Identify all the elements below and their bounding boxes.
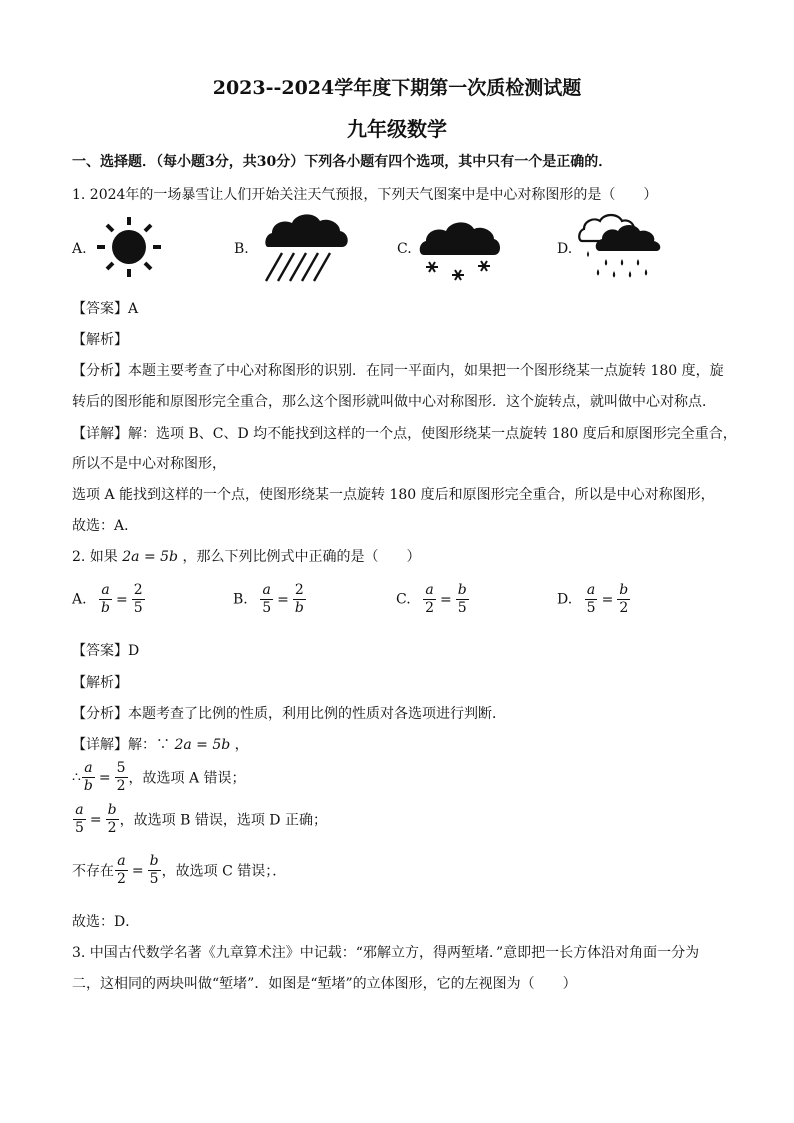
denominator: 2 bbox=[117, 871, 126, 887]
q2-detail-comma: ， bbox=[234, 737, 249, 753]
fraction bbox=[82, 760, 95, 795]
q1-option-b-label: B. bbox=[234, 241, 249, 257]
numerator: a bbox=[75, 802, 84, 818]
q1-detail-line-4: 故选：A． bbox=[72, 518, 139, 534]
fraction bbox=[106, 802, 119, 837]
fraction bbox=[456, 582, 469, 617]
fraction bbox=[73, 802, 86, 837]
q1-detail-line-3: 选项 A 能找到这样的一个点，使图形绕某一点旋转 180 度后和原图形完全重合，所以是中心对称图形， bbox=[72, 487, 715, 503]
fraction bbox=[585, 582, 598, 617]
numerator: a bbox=[117, 853, 126, 869]
denominator: 5 bbox=[75, 820, 84, 836]
q2-option-c: C. $\frac{a}{2}$ = $\frac{b}{5}$ bbox=[396, 582, 467, 616]
denominator: b bbox=[83, 778, 93, 794]
q2-analysis: 【分析】本题考查了比例的性质，利用比例的性质对各选项进行判断． bbox=[72, 706, 506, 722]
q2-step-2: $\frac{a}{5}$ = $\frac{b}{2}$ ，故选项 B 错误，选项 D 正确； bbox=[75, 802, 327, 836]
sun-icon bbox=[92, 215, 166, 279]
snow-cloud-icon bbox=[418, 213, 500, 285]
q1-stem: 1. 2024年的一场暴雪让人们开始关注天气预报，下列天气图案中是中心对称图形的是（ ） bbox=[72, 187, 658, 203]
q2-conclusion: 故选：D． bbox=[72, 914, 140, 930]
q2-option-c-label: C. bbox=[396, 591, 411, 608]
denominator: 2 bbox=[619, 600, 629, 616]
q2-stem-math: 2a = 5b bbox=[122, 549, 179, 565]
numerator: b bbox=[149, 853, 159, 869]
denominator: 5 bbox=[149, 871, 159, 887]
numerator: a bbox=[425, 582, 434, 598]
rain-clouds-icon bbox=[578, 211, 666, 285]
denominator: b bbox=[101, 600, 110, 616]
fraction bbox=[260, 582, 273, 617]
numerator: a bbox=[84, 760, 93, 776]
q2-option-d-label: D. bbox=[557, 591, 573, 608]
q1-option-d-label: D. bbox=[557, 241, 573, 257]
numerator: b bbox=[107, 802, 117, 818]
q2-step-3: 不存在 $\frac{a}{2}$ = $\frac{b}{5}$ ，故选项 C 错误；． bbox=[72, 853, 287, 887]
q3-stem-line-1: 3. 中国古代数学名著《九章算术注》中记载：“邪解立方，得两堑堵．”意即把一长方体沿对角面一分为 bbox=[72, 945, 700, 961]
q2-option-a: A. $\frac{a}{b}$ = $\frac{2}{5}$ bbox=[72, 582, 143, 616]
denominator: 2 bbox=[425, 600, 435, 616]
q2-detail-math: 2a = 5b bbox=[174, 737, 231, 753]
q3-stem-line-2: 二，这相同的两块叫做“堑堵”．如图是“堑堵”的立体图形，它的左视图为（ ） bbox=[72, 976, 577, 992]
q2-analysis-label: 【解析】 bbox=[72, 675, 128, 691]
numerator: 5 bbox=[116, 760, 126, 776]
q2-option-d: D. $\frac{a}{5}$ = $\frac{b}{2}$ bbox=[557, 582, 629, 616]
q2-option-b: B. $\frac{a}{5}$ = $\frac{2}{b}$ bbox=[233, 582, 304, 616]
denominator: b bbox=[294, 600, 304, 616]
step-text: ，故选项 B 错误，选项 D 正确； bbox=[119, 812, 327, 829]
denominator: 5 bbox=[457, 600, 467, 616]
rain-cloud-icon bbox=[262, 209, 352, 285]
denominator: 2 bbox=[116, 778, 126, 794]
fraction bbox=[115, 853, 128, 888]
step-prefix: 不存在 bbox=[72, 863, 114, 880]
fraction bbox=[617, 582, 630, 617]
denominator: 5 bbox=[262, 600, 272, 616]
q1-analysis-label: 【解析】 bbox=[72, 332, 128, 348]
q1-option-a-label: A. bbox=[72, 241, 87, 257]
denominator: 2 bbox=[107, 820, 117, 836]
fraction bbox=[132, 582, 145, 617]
fraction bbox=[423, 582, 436, 617]
q1-answer: 【答案】A bbox=[72, 301, 139, 317]
q2-detail-prefix: 【详解】解：∵ bbox=[72, 737, 170, 753]
q2-answer: 【答案】D bbox=[72, 643, 140, 659]
q2-detail bbox=[72, 734, 249, 754]
fraction bbox=[148, 853, 161, 888]
numerator: b bbox=[619, 582, 629, 598]
q1-detail-line-2: 所以不是中心对称图形， bbox=[72, 456, 226, 472]
numerator: 2 bbox=[133, 582, 143, 598]
section-heading: 一、选择题．（每小题3分，共30分）下列各小题有四个选项，其中只有一个是正确的． bbox=[72, 154, 613, 170]
q1-analysis-line-2: 转后的图形能和原图形完全重合，那么这个图形就叫做中心对称图形．这个旋转点，就叫做中心对称点． bbox=[72, 394, 716, 410]
denominator: 5 bbox=[133, 600, 143, 616]
exam-title: 2023--2024学年度下期第一次质检测试题 bbox=[212, 77, 582, 99]
numerator: b bbox=[457, 582, 467, 598]
exam-subtitle: 九年级数学 bbox=[347, 117, 447, 141]
denominator: 5 bbox=[586, 600, 596, 616]
q1-option-c-label: C. bbox=[397, 241, 412, 257]
step-text: ，故选项 A 错误； bbox=[128, 770, 246, 787]
fraction bbox=[99, 582, 112, 617]
numerator: a bbox=[586, 582, 596, 598]
q2-step-1: ∴ $\frac{a}{b}$ = $\frac{5}{2}$ ，故选项 A 错误； bbox=[72, 760, 246, 794]
q2-option-b-label: B. bbox=[233, 591, 248, 608]
fraction bbox=[115, 760, 128, 795]
numerator: a bbox=[262, 582, 271, 598]
q1-detail-line-1: 【详解】解：选项 B、C、D 均不能找到这样的一个点，使图形绕某一点旋转 180 度后和原图形完全重合， bbox=[72, 426, 737, 442]
numerator: 2 bbox=[294, 582, 304, 598]
q2-stem-prefix: 2. 如果 bbox=[72, 549, 118, 565]
numerator: a bbox=[101, 582, 110, 598]
step-text: ，故选项 C 错误；． bbox=[161, 863, 287, 880]
q2-option-a-label: A. bbox=[72, 591, 87, 608]
q2-stem-suffix: ，那么下列比例式中正确的是（ ） bbox=[182, 549, 421, 565]
q2-stem bbox=[72, 546, 420, 566]
q1-analysis-line-1: 【分析】本题主要考查了中心对称图形的识别．在同一平面内，如果把一个图形绕某一点旋转 180 度，旋 bbox=[72, 363, 724, 379]
step-prefix: ∴ bbox=[72, 769, 81, 786]
fraction bbox=[293, 582, 306, 617]
